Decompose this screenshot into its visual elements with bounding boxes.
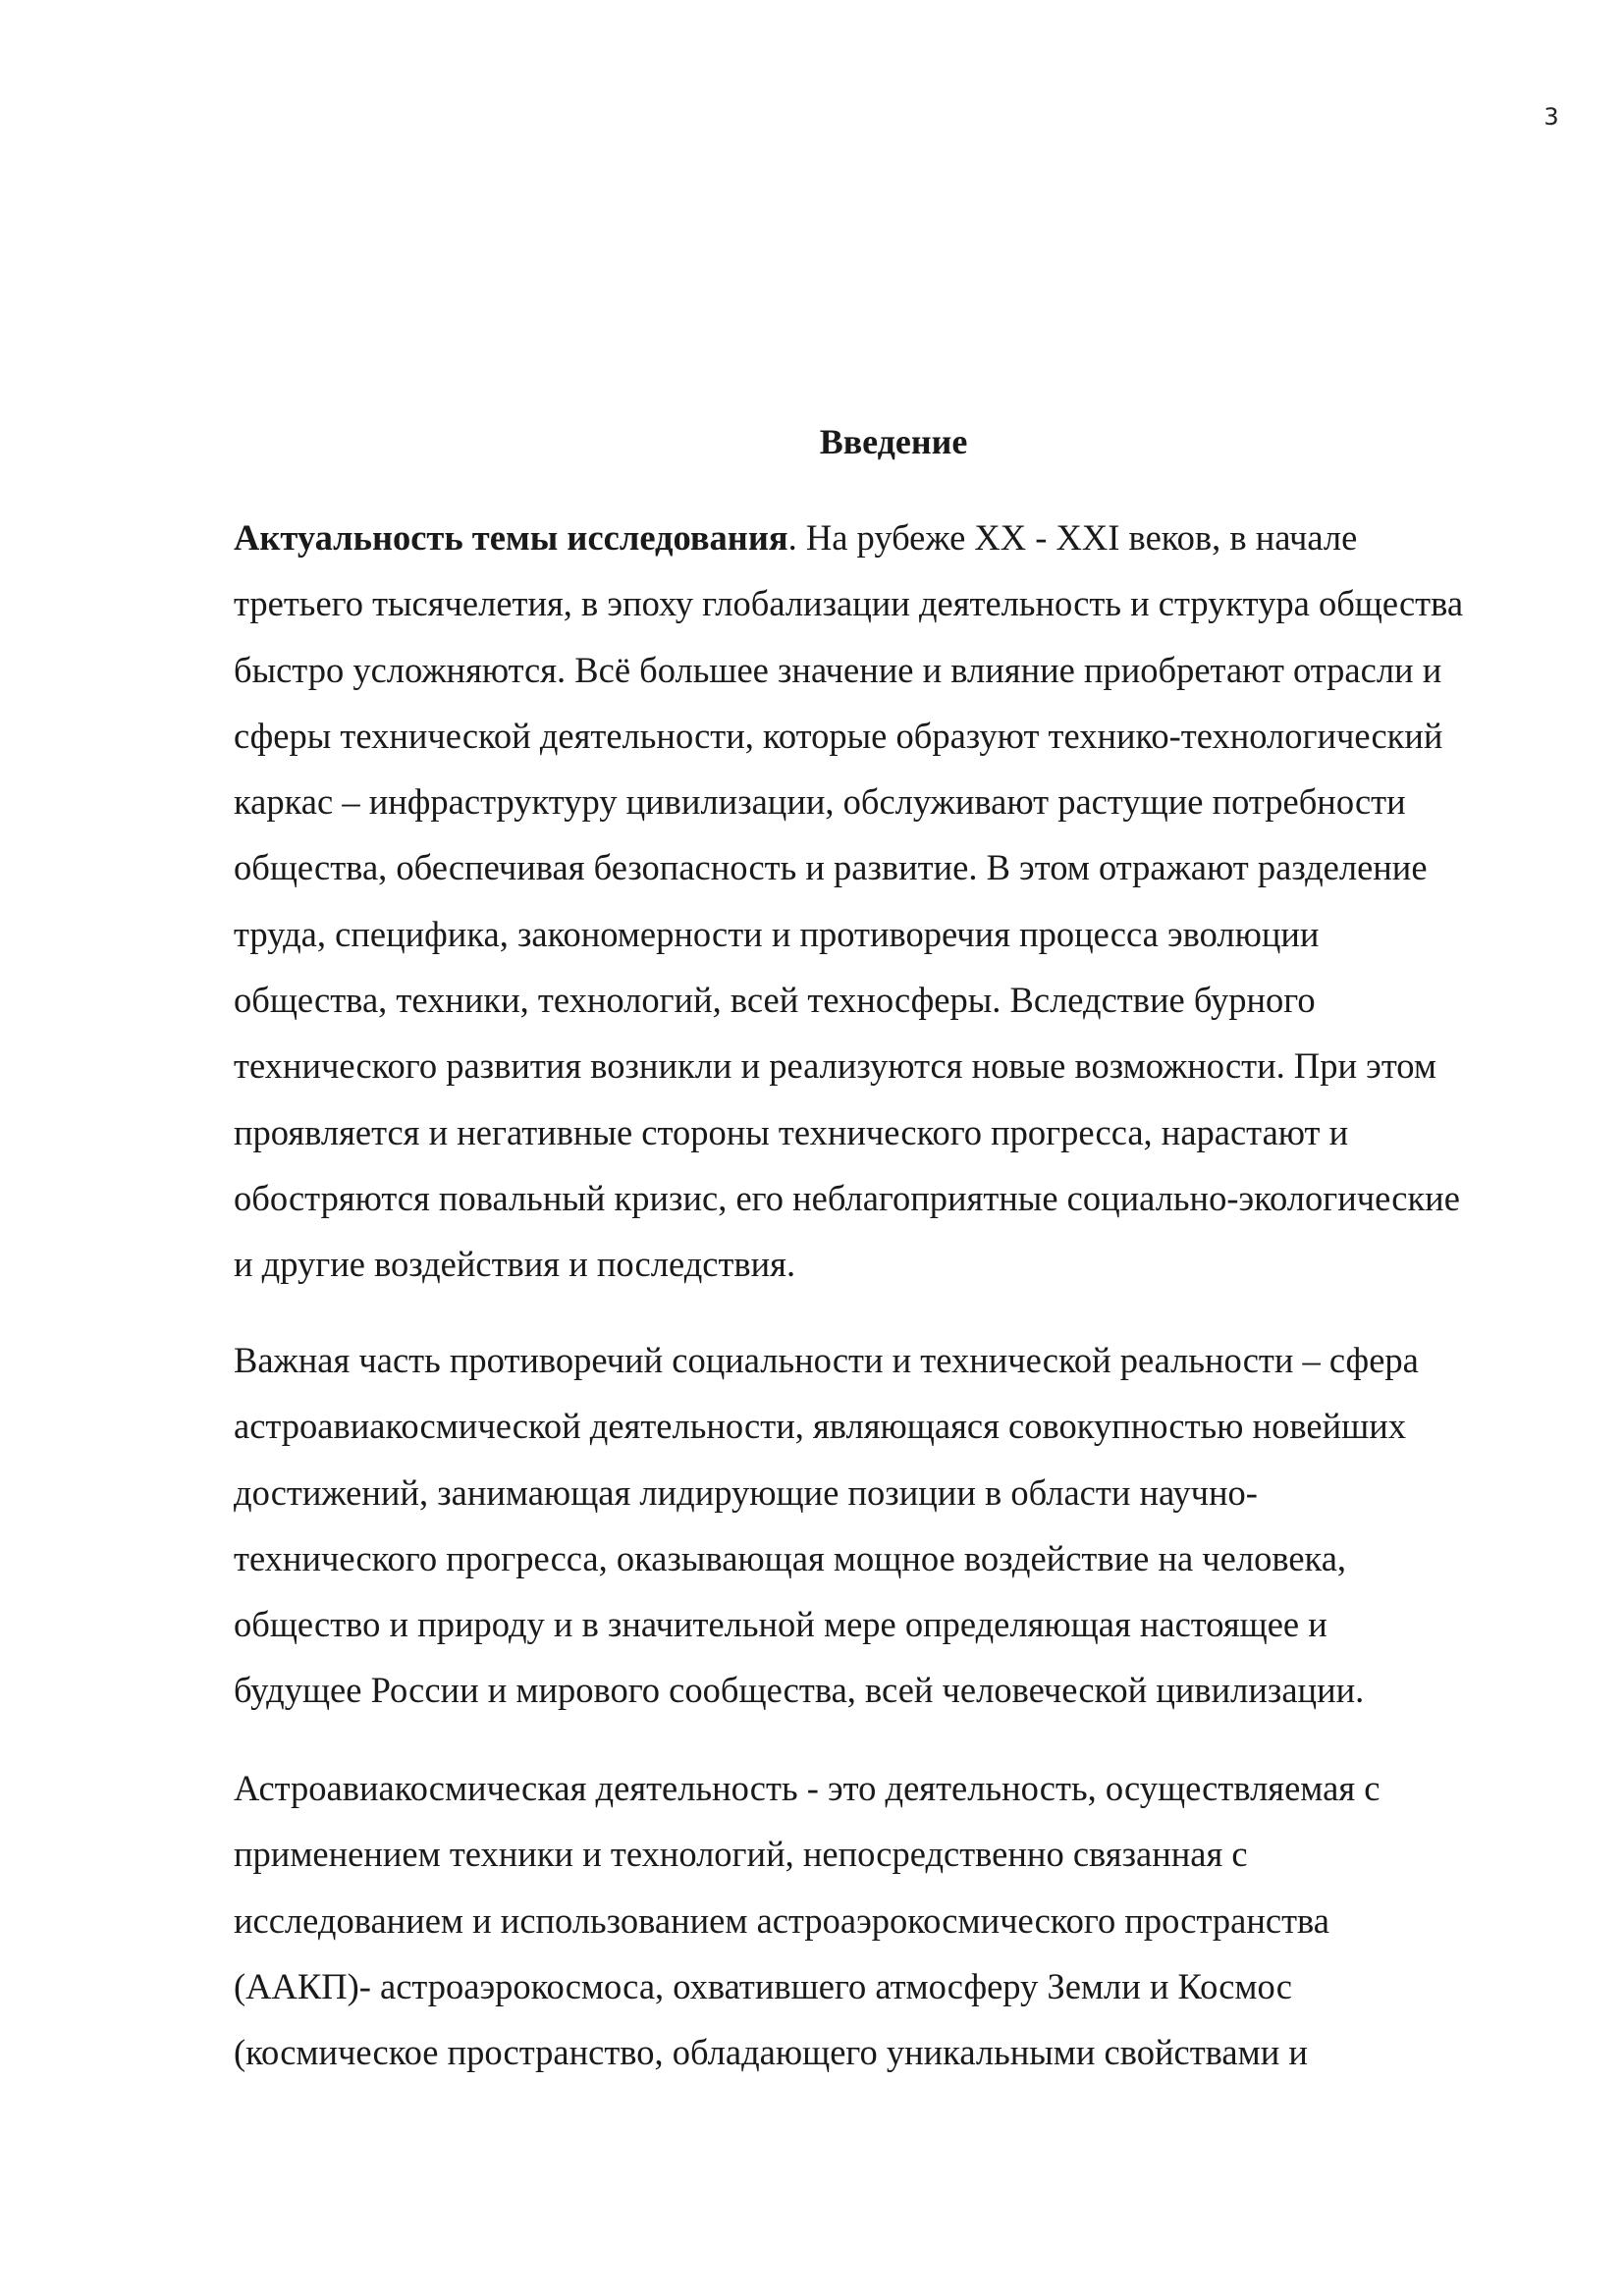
line-text: . На рубеже XX - XXI веков, в начале: [787, 517, 1358, 558]
section-title: Введение: [819, 422, 968, 461]
page-number: 3: [1543, 103, 1559, 131]
paragraph-line: проявляется и негативные стороны технического прогресса, нарастают и: [234, 1111, 1349, 1152]
paragraph-line: астроавиакосмической деятельности, являющаяся совокупностью новейших: [234, 1406, 1407, 1447]
paragraph-line: Астроавиакосмическая деятельность - это деятельность, осуществляемая с: [234, 1768, 1380, 1808]
paragraph-line: каркас – инфраструктуру цивилизации, обслуживают растущие потребности: [234, 781, 1406, 823]
paragraph-relevance: [234, 505, 1589, 1298]
paragraph-line: исследованием и использованием астроаэрокосмического пространства: [234, 1899, 1329, 1941]
paragraph-line: общества, обеспечивая безопасность и развитие. В этом отражают разделение: [234, 847, 1428, 888]
paragraph-line: применением техники и технологий, непосредственно связанная с: [234, 1834, 1248, 1875]
paragraph-line: быстро усложняются. Всё большее значение и влияние приобретают отрасли и: [234, 649, 1442, 690]
paragraph-line: будущее России и мирового сообщества, всей человеческой цивилизации.: [234, 1670, 1365, 1711]
paragraph-line: сферы технической деятельности, которые образуют технико-технологический: [234, 715, 1443, 756]
paragraph-contradictions: [234, 1327, 1589, 1724]
paragraph-line: технического прогресса, оказывающая мощное воздействие на человека,: [234, 1537, 1347, 1578]
paragraph-line: [234, 505, 1589, 570]
relevance-heading: Актуальность темы исследования: [234, 517, 788, 558]
paragraph-line: технического развития возникли и реализуются новые возможности. При этом: [234, 1045, 1436, 1087]
paragraph-line: Важная часть противоречий социальности и технической реальности – сфера: [234, 1340, 1419, 1380]
paragraph-line: достижений, занимающая лидирующие позиции в области научно-: [234, 1471, 1258, 1513]
paragraph-line: общества, техники, технологий, всей техносферы. Вследствие бурного: [234, 980, 1316, 1021]
paragraph-line: труда, специфика, закономерности и противоречия процесса эволюции: [234, 913, 1320, 954]
paragraph-line: обостряются повальный кризис, его неблагоприятные социально-экологические: [234, 1177, 1460, 1218]
paragraph-line: третьего тысячелетия, в эпоху глобализации деятельность и структура общества: [234, 583, 1464, 624]
paragraph-line: общество и природу и в значительной мере определяющая настоящее и: [234, 1604, 1327, 1645]
paragraph-line: (ААКП)- астроаэрокосмоса, охватившего атмосферу Земли и Космос: [234, 1965, 1292, 2006]
paragraph-line: (космическое пространство, обладающего уникальными свойствами и: [234, 2032, 1308, 2073]
paragraph-definition: [234, 1755, 1589, 2085]
paragraph-line: и другие воздействия и последствия.: [234, 1244, 796, 1285]
